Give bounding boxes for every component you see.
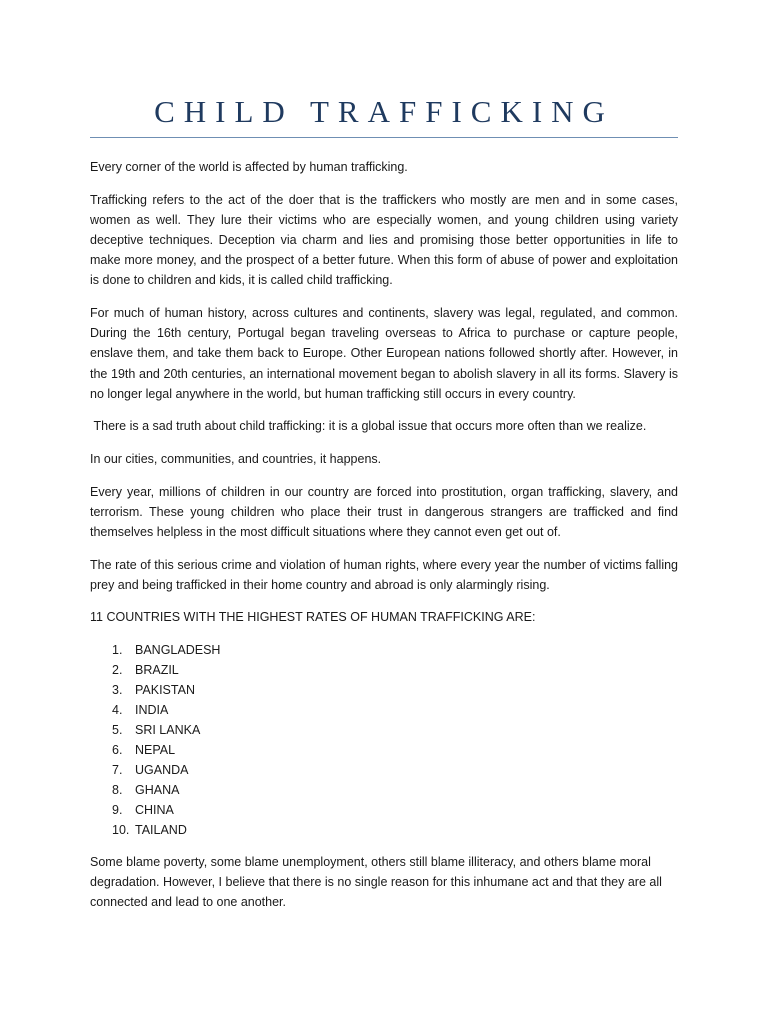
document-title: CHILD TRAFFICKING — [154, 94, 614, 129]
paragraph-intro: Every corner of the world is affected by human trafficking. — [90, 160, 408, 174]
list-item-number: 5. — [112, 722, 123, 737]
paragraph-closing: Some blame poverty, some blame unemployment, others still blame illiteracy, and others blame moral degradation. However, I believe that there is no single reason for this inhumane act and that they are all connected and lead to one another. — [90, 854, 662, 910]
paragraph-sad-truth: There is a sad truth about child trafficking: it is a global issue that occurs more often than we realize. — [90, 419, 647, 434]
list-item — [112, 660, 678, 680]
list-item — [112, 700, 678, 720]
list-item-label: CHINA — [135, 802, 174, 817]
paragraph-definition: Trafficking refers to the act of the doer that is the traffickers who mostly are men and in some cases, women as well. They lure their victims who are especially women, and young children using variety deceptive techniques. Deception via charm and lies and promising those better opportunities in life to make more money, and the prospect of a better future. When this form of abuse of power and exploitation is done to children and kids, it is called child trafficking. — [90, 192, 678, 288]
list-item-label: GHANA — [135, 782, 180, 797]
list-item — [112, 820, 678, 840]
list-item-label: UGANDA — [135, 762, 189, 777]
list-item-label: TAILAND — [135, 822, 187, 837]
list-item — [112, 640, 678, 660]
list-item — [112, 680, 678, 700]
list-item-number: 7. — [112, 762, 123, 777]
list-item — [112, 780, 678, 800]
list-item-label: SRI LANKA — [135, 722, 201, 737]
list-item-number: 3. — [112, 682, 123, 697]
list-item-number: 8. — [112, 782, 123, 797]
list-item-number: 4. — [112, 702, 123, 717]
paragraph-every-year: Every year, millions of children in our country are forced into prostitution, organ trafficking, slavery, and terrorism. These young children who place their trust in dangerous strangers are trafficked and find themselves helpless in the most difficult situations where they cannot even get out of. — [90, 484, 678, 539]
list-item-number: 9. — [112, 802, 123, 817]
list-item-label: PAKISTAN — [135, 682, 195, 697]
list-item-number: 1. — [112, 642, 123, 657]
list-item-label: BANGLADESH — [135, 642, 221, 657]
paragraph-cities: In our cities, communities, and countries, it happens. — [90, 452, 382, 466]
paragraph-history: For much of human history, across cultures and continents, slavery was legal, regulated, and common. During the 16th century, Portugal began traveling overseas to Africa to purchase or capture people, enslave them, and take them back to Europe. Other European nations followed shortly after. However, in the 19th and 20th centuries, an international movement began to abolish slavery in all its forms. Slavery is no longer legal anywhere in the world, but human trafficking still occurs in every country. — [90, 306, 678, 401]
list-heading: 11 COUNTRIES WITH THE HIGHEST RATES OF HUMAN TRAFFICKING ARE: — [90, 610, 536, 625]
list-item — [112, 800, 678, 820]
country-list — [90, 640, 678, 840]
list-item-label: INDIA — [135, 702, 169, 717]
title-divider — [90, 137, 678, 138]
list-item-number: 6. — [112, 742, 123, 757]
list-item — [112, 740, 678, 760]
list-item-label: BRAZIL — [135, 662, 179, 677]
list-item — [112, 760, 678, 780]
paragraph-rate: The rate of this serious crime and violation of human rights, where every year the number of victims falling prey and being trafficked in their home country and abroad is only alarmingly rising. — [90, 557, 678, 592]
list-item-number: 2. — [112, 662, 123, 677]
list-item-number: 10. — [112, 822, 130, 837]
list-item-label: NEPAL — [135, 742, 176, 757]
document-body — [90, 157, 678, 925]
list-item — [112, 720, 678, 740]
